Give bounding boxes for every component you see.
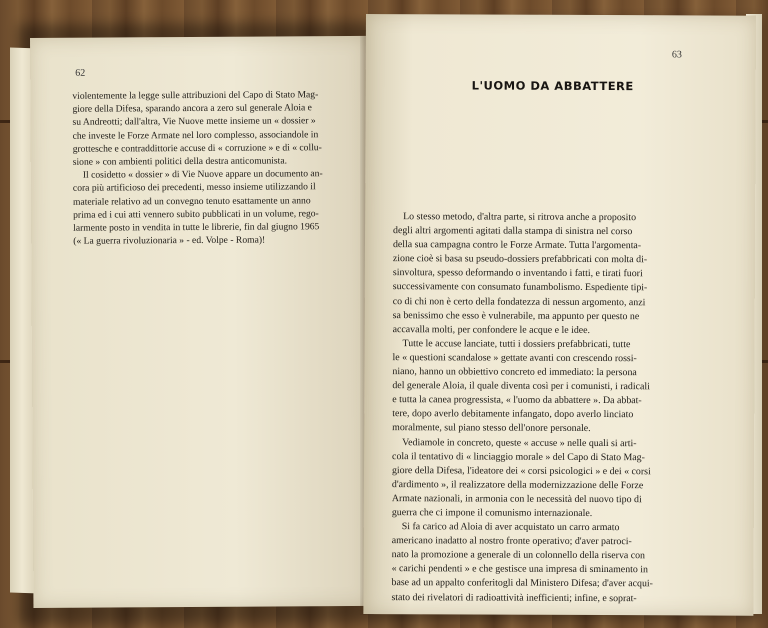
text-line: del generale Aloia, il quale diventa così per i comunisti, i radicali — [392, 380, 650, 393]
left-page-body — [72, 88, 363, 248]
text-line: zione cioè si basa su pseudo-dossiers prefabbricati con molta di- — [392, 253, 648, 266]
left-page — [30, 36, 371, 608]
right-page — [363, 14, 756, 616]
text-line: accavalla molti, per confondere le acque e le idee. — [392, 323, 591, 336]
text-line: guerra che ci impone il comunismo internazionale. — [391, 507, 593, 519]
text-line: Lo stesso metodo, d'altra parte, si ritrova anche a proposito — [403, 211, 637, 224]
text-line: e tutta la canea progressista, « l'uomo da abbattere ». Da abbat- — [392, 394, 642, 407]
text-line: le « questioni scandalose » gettate avanti con crescendo rossi- — [392, 352, 637, 365]
text-line: sione » con ambienti politici della destra anticomunista. — [72, 155, 288, 168]
text-line: prima ed i cui atti vennero subito pubblicati in un volume, rego- — [73, 208, 319, 221]
text-line: d'ardimento », il realizzatore della modernizzazione delle Forze — [391, 478, 644, 491]
text-line: Il cosidetto « dossier » di Vie Nuove appare un documento an- — [82, 168, 323, 181]
text-line: che investe le Forze Armate nel loro complesso, associandole in — [72, 128, 319, 142]
text-line: giore della Difesa, l'ideatore dei « corsi psicologici » e dei « corsi — [391, 464, 651, 477]
text-line: (« La guerra rivoluzionaria » - ed. Volpe - Roma)! — [73, 234, 266, 247]
text-line: americano inadatto al nostro fronte operativo; d'aver patroci- — [391, 535, 632, 548]
page-number: 63 — [671, 49, 682, 61]
text-line: violentemente la legge sulle attribuzioni del Capo di Stato Mag- — [72, 89, 319, 102]
text-line: « carichi pendenti » e che gestisce una impresa di sminamento in — [391, 563, 649, 576]
text-line: materiale relativo ad un convegno tenuto esattamente un anno — [72, 194, 311, 208]
text-line: Vediamole in concreto, queste « accuse » nelle quali si arti- — [402, 436, 637, 449]
text-line: co di chi non è certo della fondatezza di nessun argomento, anzi — [392, 295, 646, 308]
text-line: degli altri argomenti agitati dalla stampa di sinistra nel corso — [393, 225, 633, 238]
text-line: Tutte le accuse lanciate, tutti i dossiers prefabbricati, tutte — [402, 338, 631, 351]
text-line: Si fa carico ad Aloia di aver acquistato un carro armato — [401, 521, 620, 534]
text-line: sinvoltura, spesso deformando o inventando i fatti, e tirati fuori — [392, 267, 643, 280]
text-line: nato la promozione a generale di un colonnello della riserva con — [391, 549, 646, 562]
text-line: della sua campagna contro le Forze Armate. Tutta l'argomenta- — [392, 239, 642, 252]
text-line: successivamente con consumato funambolismo. Espediente tipi- — [392, 281, 648, 294]
text-line: base ad un appalto conferitogli dal Ministero Difesa; d'aver acqui- — [391, 577, 654, 590]
text-line: giore della Difesa, sparando ancora a zero sul generale Aloia e — [72, 102, 312, 115]
text-line: larmente posto in vendita in tutte le librerie, fin dal giugno 1965 — [73, 221, 320, 234]
text-line: cola il tentativo di « linciaggio morale » del Capo di Stato Mag- — [392, 450, 645, 463]
text-line: stato dei rivelatori di radioattività inefficienti; infine, e soprat- — [391, 591, 637, 604]
page-number: 62 — [75, 67, 86, 79]
text-line: sa benissimo che esso è vulnerabile, ma appunto per questo ne — [392, 309, 640, 322]
text-line: niano, hanno un obbiettivo concreto ed immediato: la persona — [392, 366, 637, 379]
text-line: tere, dopo averlo debitamente infangato, dopo averlo linciato — [392, 408, 634, 421]
text-line: cora più artificioso dei precedenti, messo insieme utilizzando il — [72, 181, 316, 195]
text-line: grottesche e contraddittorie accuse di « corruzione » e di « collu- — [72, 142, 322, 155]
text-line: su Andreotti; dall'altra, Vie Nuove mette insieme un « dossier » — [72, 115, 316, 129]
right-page-body — [391, 210, 733, 606]
chapter-title: L'UOMO DA ABBATTERE — [471, 78, 634, 94]
text-line: Armate nazionali, in armonia con le necessità del nuovo tipo di — [391, 492, 642, 506]
text-line: moralmente, sul piano stesso dell'onore personale. — [392, 422, 591, 435]
